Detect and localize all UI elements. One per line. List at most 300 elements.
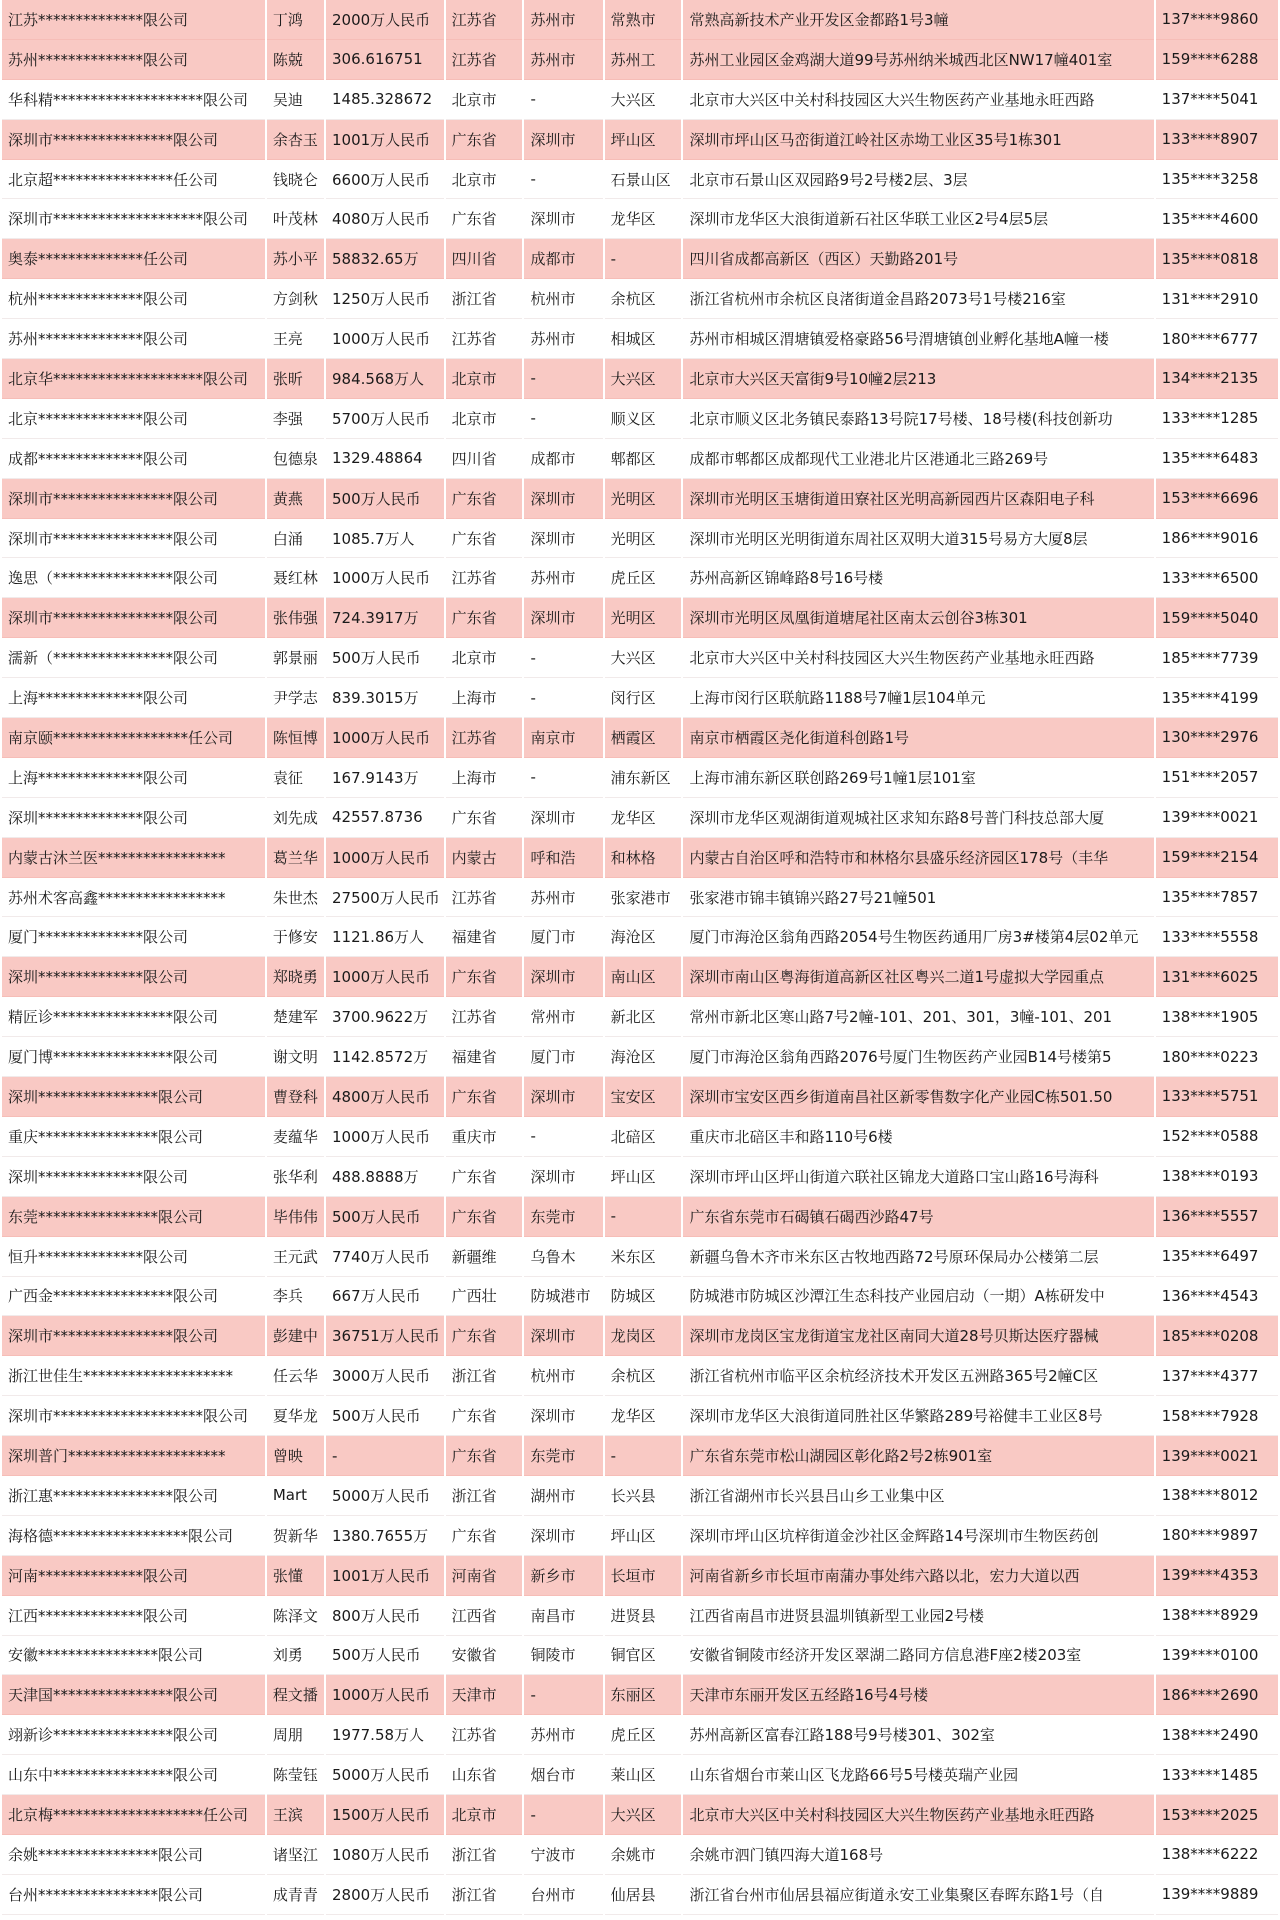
table-row (2, 1316, 1278, 1356)
province-cell: 江苏省 (445, 877, 524, 917)
phone-cell: 137****4377 (1155, 1356, 1278, 1396)
table-body (2, 0, 1278, 1914)
phone-cell: 134****2135 (1155, 359, 1278, 399)
address-cell: 深圳市坪山区马峦街道江岭社区赤坳工业区35号1栋301 (682, 119, 1154, 159)
registered-capital-cell: 4800万人民币 (325, 1077, 445, 1117)
address-cell: 上海市浦东新区联创路269号1幢1层101室 (682, 757, 1154, 797)
table-row (2, 638, 1278, 678)
phone-cell: 137****5041 (1155, 79, 1278, 119)
district-cell: 大兴区 (604, 359, 683, 399)
address-cell: 山东省烟台市莱山区飞龙路66号5号楼英瑞产业园 (682, 1755, 1154, 1795)
contact-person-cell: 王元武 (266, 1236, 325, 1276)
phone-cell: 139****9889 (1155, 1874, 1278, 1914)
district-cell: 浦东新区 (604, 757, 683, 797)
province-cell: 广东省 (445, 1515, 524, 1555)
contact-person-cell: 毕伟伟 (266, 1196, 325, 1236)
province-cell: 广东省 (445, 957, 524, 997)
district-cell: - (604, 1436, 683, 1476)
registered-capital-cell: 839.3015万 (325, 678, 445, 718)
province-cell: 广东省 (445, 199, 524, 239)
city-cell: 乌鲁木 (523, 1236, 603, 1276)
registered-capital-cell: 1000万人民币 (325, 718, 445, 758)
phone-cell: 138****1905 (1155, 997, 1278, 1037)
registered-capital-cell: 5000万人民币 (325, 1475, 445, 1515)
table-row (2, 1715, 1278, 1755)
company-name-cell: 精匠诊****************限公司 (2, 997, 266, 1037)
registered-capital-cell: 800万人民币 (325, 1595, 445, 1635)
address-cell: 广东省东莞市松山湖园区彰化路2号2栋901室 (682, 1436, 1154, 1476)
contact-person-cell: 张华利 (266, 1156, 325, 1196)
contact-person-cell: 李强 (266, 398, 325, 438)
contact-person-cell: 余杏玉 (266, 119, 325, 159)
table-row (2, 598, 1278, 638)
district-cell: 南山区 (604, 957, 683, 997)
table-row (2, 39, 1278, 79)
phone-cell: 159****5040 (1155, 598, 1278, 638)
phone-cell: 139****0021 (1155, 797, 1278, 837)
province-cell: 上海市 (445, 757, 524, 797)
province-cell: 浙江省 (445, 1356, 524, 1396)
district-cell: 张家港市 (604, 877, 683, 917)
address-cell: 浙江省台州市仙居县福应街道永安工业集聚区春晖东路1号（自 (682, 1874, 1154, 1914)
district-cell: 北碚区 (604, 1116, 683, 1156)
registered-capital-cell: 27500万人民币 (325, 877, 445, 917)
phone-cell: 138****2490 (1155, 1715, 1278, 1755)
contact-person-cell: 麦蕴华 (266, 1116, 325, 1156)
province-cell: 江苏省 (445, 718, 524, 758)
district-cell: 闵行区 (604, 678, 683, 718)
company-name-cell: 深圳****************限公司 (2, 1077, 266, 1117)
district-cell: 光明区 (604, 518, 683, 558)
city-cell: 深圳市 (523, 797, 603, 837)
district-cell: - (604, 239, 683, 279)
company-name-cell: 河南**************限公司 (2, 1555, 266, 1595)
table-row (2, 1874, 1278, 1914)
contact-person-cell: Mart (266, 1475, 325, 1515)
registered-capital-cell: 36751万人民币 (325, 1316, 445, 1356)
registered-capital-cell: 667万人民币 (325, 1276, 445, 1316)
province-cell: 广东省 (445, 119, 524, 159)
address-cell: 深圳市龙岗区宝龙街道宝龙社区南同大道28号贝斯达医疗器械 (682, 1316, 1154, 1356)
city-cell: 厦门市 (523, 917, 603, 957)
district-cell: 坪山区 (604, 1515, 683, 1555)
address-cell: 深圳市龙华区大浪街道新石社区华联工业区2号4层5层 (682, 199, 1154, 239)
contact-person-cell: 陈兢 (266, 39, 325, 79)
district-cell: 海沧区 (604, 1037, 683, 1077)
phone-cell: 137****9860 (1155, 0, 1278, 39)
phone-cell: 135****6483 (1155, 438, 1278, 478)
contact-person-cell: 周朋 (266, 1715, 325, 1755)
address-cell: 苏州工业园区金鸡湖大道99号苏州纳米城西北区NW17幢401室 (682, 39, 1154, 79)
contact-person-cell: 诸坚江 (266, 1834, 325, 1874)
province-cell: 江苏省 (445, 997, 524, 1037)
company-name-cell: 深圳市****************限公司 (2, 478, 266, 518)
table-row (2, 718, 1278, 758)
phone-cell: 130****2976 (1155, 718, 1278, 758)
registered-capital-cell: 500万人民币 (325, 478, 445, 518)
contact-person-cell: 钱晓仑 (266, 159, 325, 199)
registered-capital-cell: 984.568万人 (325, 359, 445, 399)
company-name-cell: 深圳**************限公司 (2, 957, 266, 997)
city-cell: 深圳市 (523, 1077, 603, 1117)
province-cell: 广东省 (445, 1316, 524, 1356)
province-cell: 广东省 (445, 1196, 524, 1236)
table-row (2, 797, 1278, 837)
contact-person-cell: 任云华 (266, 1356, 325, 1396)
address-cell: 安徽省铜陵市经济开发区翠湖二路同方信息港F座2楼203室 (682, 1635, 1154, 1675)
phone-cell: 133****1285 (1155, 398, 1278, 438)
registered-capital-cell: 2800万人民币 (325, 1874, 445, 1914)
city-cell: - (523, 757, 603, 797)
registered-capital-cell: 58832.65万 (325, 239, 445, 279)
phone-cell: 152****0588 (1155, 1116, 1278, 1156)
registered-capital-cell: 500万人民币 (325, 1396, 445, 1436)
address-cell: 广东省东莞市石碣镇石碣西沙路47号 (682, 1196, 1154, 1236)
company-name-cell: 深圳市********************限公司 (2, 199, 266, 239)
table-row (2, 79, 1278, 119)
table-row (2, 877, 1278, 917)
company-name-cell: 深圳市********************限公司 (2, 1396, 266, 1436)
phone-cell: 133****5558 (1155, 917, 1278, 957)
address-cell: 张家港市锦丰镇锦兴路27号21幢501 (682, 877, 1154, 917)
table-row (2, 119, 1278, 159)
company-name-cell: 深圳市****************限公司 (2, 518, 266, 558)
table-row (2, 239, 1278, 279)
city-cell: - (523, 1116, 603, 1156)
district-cell: 石景山区 (604, 159, 683, 199)
table-row (2, 1555, 1278, 1595)
district-cell: 龙岗区 (604, 1316, 683, 1356)
district-cell: 余姚市 (604, 1834, 683, 1874)
registered-capital-cell: 1001万人民币 (325, 1555, 445, 1595)
province-cell: 四川省 (445, 438, 524, 478)
company-name-cell: 深圳市****************限公司 (2, 598, 266, 638)
table-row (2, 359, 1278, 399)
phone-cell: 153****6696 (1155, 478, 1278, 518)
address-cell: 北京市顺义区北务镇民泰路13号院17号楼、18号楼(科技创新功 (682, 398, 1154, 438)
registered-capital-cell: 1085.7万人 (325, 518, 445, 558)
contact-person-cell: 王滨 (266, 1795, 325, 1835)
registered-capital-cell: 3000万人民币 (325, 1356, 445, 1396)
company-name-cell: 上海**************限公司 (2, 678, 266, 718)
district-cell: 米东区 (604, 1236, 683, 1276)
phone-cell: 136****5557 (1155, 1196, 1278, 1236)
province-cell: 浙江省 (445, 1475, 524, 1515)
province-cell: 江苏省 (445, 558, 524, 598)
registered-capital-cell: 488.8888万 (325, 1156, 445, 1196)
table-row (2, 279, 1278, 319)
company-name-cell: 苏州术客高鑫***************** (2, 877, 266, 917)
contact-person-cell: 方剑秋 (266, 279, 325, 319)
province-cell: 北京市 (445, 359, 524, 399)
registered-capital-cell: 1000万人民币 (325, 1116, 445, 1156)
table-row (2, 757, 1278, 797)
company-name-cell: 广西金****************限公司 (2, 1276, 266, 1316)
phone-cell: 135****4600 (1155, 199, 1278, 239)
phone-cell: 133****5751 (1155, 1077, 1278, 1117)
city-cell: 苏州市 (523, 877, 603, 917)
table-row (2, 1635, 1278, 1675)
registered-capital-cell: 500万人民币 (325, 1196, 445, 1236)
contact-person-cell: 丁鸿 (266, 0, 325, 39)
province-cell: 山东省 (445, 1755, 524, 1795)
city-cell: 深圳市 (523, 199, 603, 239)
district-cell: 海沧区 (604, 917, 683, 957)
province-cell: 江苏省 (445, 1715, 524, 1755)
province-cell: 四川省 (445, 239, 524, 279)
district-cell: 大兴区 (604, 1795, 683, 1835)
contact-person-cell: 楚建军 (266, 997, 325, 1037)
company-name-cell: 深圳**************限公司 (2, 1156, 266, 1196)
contact-person-cell: 刘先成 (266, 797, 325, 837)
address-cell: 深圳市光明区凤凰街道塘尾社区南太云创谷3栋301 (682, 598, 1154, 638)
contact-person-cell: 黄燕 (266, 478, 325, 518)
company-name-cell: 北京**************限公司 (2, 398, 266, 438)
table-row (2, 478, 1278, 518)
district-cell: 新北区 (604, 997, 683, 1037)
table-row (2, 1675, 1278, 1715)
registered-capital-cell: 167.9143万 (325, 757, 445, 797)
phone-cell: 158****7928 (1155, 1396, 1278, 1436)
table-row (2, 1037, 1278, 1077)
table-row (2, 957, 1278, 997)
table-row (2, 558, 1278, 598)
district-cell: 相城区 (604, 319, 683, 359)
province-cell: 福建省 (445, 917, 524, 957)
city-cell: 苏州市 (523, 558, 603, 598)
company-name-cell: 北京华********************限公司 (2, 359, 266, 399)
contact-person-cell: 曹登科 (266, 1077, 325, 1117)
company-name-cell: 苏州**************限公司 (2, 319, 266, 359)
address-cell: 常州市新北区寒山路7号2幢-101、201、301，3幢-101、201 (682, 997, 1154, 1037)
city-cell: 台州市 (523, 1874, 603, 1914)
phone-cell: 186****2690 (1155, 1675, 1278, 1715)
table-row (2, 1795, 1278, 1835)
address-cell: 厦门市海沧区翁角西路2054号生物医药通用厂房3#楼第4层02单元 (682, 917, 1154, 957)
phone-cell: 180****6777 (1155, 319, 1278, 359)
district-cell: 龙华区 (604, 797, 683, 837)
province-cell: 北京市 (445, 1795, 524, 1835)
table-row (2, 837, 1278, 877)
phone-cell: 185****7739 (1155, 638, 1278, 678)
address-cell: 重庆市北碚区丰和路110号6楼 (682, 1116, 1154, 1156)
table-row (2, 1436, 1278, 1476)
city-cell: 宁波市 (523, 1834, 603, 1874)
phone-cell: 135****3258 (1155, 159, 1278, 199)
address-cell: 苏州高新区富春江路188号9号楼301、302室 (682, 1715, 1154, 1755)
phone-cell: 133****6500 (1155, 558, 1278, 598)
contact-person-cell: 张懂 (266, 1555, 325, 1595)
contact-person-cell: 于修安 (266, 917, 325, 957)
table-row (2, 678, 1278, 718)
contact-person-cell: 刘勇 (266, 1635, 325, 1675)
registered-capital-cell: 4080万人民币 (325, 199, 445, 239)
table-row (2, 1475, 1278, 1515)
province-cell: 江苏省 (445, 319, 524, 359)
company-name-cell: 上海**************限公司 (2, 757, 266, 797)
address-cell: 北京市石景山区双园路9号2号楼2层、3层 (682, 159, 1154, 199)
company-name-cell: 余姚****************限公司 (2, 1834, 266, 1874)
phone-cell: 185****0208 (1155, 1316, 1278, 1356)
city-cell: 成都市 (523, 239, 603, 279)
district-cell: 虎丘区 (604, 1715, 683, 1755)
registered-capital-cell: 3700.9622万 (325, 997, 445, 1037)
table-row (2, 1156, 1278, 1196)
province-cell: 上海市 (445, 678, 524, 718)
company-name-cell: 奥泰**************任公司 (2, 239, 266, 279)
province-cell: 广西壮 (445, 1276, 524, 1316)
address-cell: 深圳市龙华区大浪街道同胜社区华繁路289号裕健丰工业区8号 (682, 1396, 1154, 1436)
phone-cell: 180****9897 (1155, 1515, 1278, 1555)
district-cell: 宝安区 (604, 1077, 683, 1117)
registered-capital-cell: 5700万人民币 (325, 398, 445, 438)
city-cell: - (523, 678, 603, 718)
company-name-cell: 深圳普门********************* (2, 1436, 266, 1476)
address-cell: 四川省成都高新区（西区）天勤路201号 (682, 239, 1154, 279)
phone-cell: 131****6025 (1155, 957, 1278, 997)
company-name-cell: 安徽****************限公司 (2, 1635, 266, 1675)
province-cell: 内蒙古 (445, 837, 524, 877)
district-cell: 龙华区 (604, 199, 683, 239)
company-name-cell: 翊新诊****************限公司 (2, 1715, 266, 1755)
company-name-cell: 东莞****************限公司 (2, 1196, 266, 1236)
district-cell: 大兴区 (604, 638, 683, 678)
city-cell: 新乡市 (523, 1555, 603, 1595)
company-name-cell: 内蒙古沐兰医***************** (2, 837, 266, 877)
table-row (2, 997, 1278, 1037)
city-cell: - (523, 398, 603, 438)
contact-person-cell: 葛兰华 (266, 837, 325, 877)
registered-capital-cell: 1380.7655万 (325, 1515, 445, 1555)
company-name-cell: 华科精********************限公司 (2, 79, 266, 119)
district-cell: 龙华区 (604, 1396, 683, 1436)
phone-cell: 135****6497 (1155, 1236, 1278, 1276)
city-cell: - (523, 359, 603, 399)
company-name-cell: 苏州**************限公司 (2, 39, 266, 79)
province-cell: 广东省 (445, 797, 524, 837)
table-row (2, 1276, 1278, 1316)
city-cell: 烟台市 (523, 1755, 603, 1795)
contact-person-cell: 郑晓勇 (266, 957, 325, 997)
registered-capital-cell: 1977.58万人 (325, 1715, 445, 1755)
contact-person-cell: 贺新华 (266, 1515, 325, 1555)
city-cell: 呼和浩 (523, 837, 603, 877)
city-cell: 深圳市 (523, 598, 603, 638)
province-cell: 浙江省 (445, 1874, 524, 1914)
district-cell: 常熟市 (604, 0, 683, 39)
city-cell: 苏州市 (523, 1715, 603, 1755)
city-cell: 深圳市 (523, 518, 603, 558)
registered-capital-cell: 724.3917万 (325, 598, 445, 638)
company-name-cell: 北京梅********************任公司 (2, 1795, 266, 1835)
registered-capital-cell: 1080万人民币 (325, 1834, 445, 1874)
city-cell: 铜陵市 (523, 1635, 603, 1675)
company-name-cell: 江西**************限公司 (2, 1595, 266, 1635)
company-name-cell: 江苏**************限公司 (2, 0, 266, 39)
province-cell: 北京市 (445, 159, 524, 199)
address-cell: 内蒙古自治区呼和浩特市和林格尔县盛乐经济园区178号（丰华 (682, 837, 1154, 877)
company-name-cell: 重庆****************限公司 (2, 1116, 266, 1156)
table-row (2, 1595, 1278, 1635)
phone-cell: 151****2057 (1155, 757, 1278, 797)
phone-cell: 139****4353 (1155, 1555, 1278, 1595)
province-cell: 浙江省 (445, 279, 524, 319)
phone-cell: 180****0223 (1155, 1037, 1278, 1077)
phone-cell: 139****0100 (1155, 1635, 1278, 1675)
registered-capital-cell: 500万人民币 (325, 638, 445, 678)
contact-person-cell: 陈恒博 (266, 718, 325, 758)
city-cell: 防城港市 (523, 1276, 603, 1316)
address-cell: 常熟高新技术产业开发区金都路1号3幢 (682, 0, 1154, 39)
city-cell: 厦门市 (523, 1037, 603, 1077)
registered-capital-cell: 1250万人民币 (325, 279, 445, 319)
address-cell: 河南省新乡市长垣市南蒲办事处纬六路以北，宏力大道以西 (682, 1555, 1154, 1595)
province-cell: 河南省 (445, 1555, 524, 1595)
province-cell: 江苏省 (445, 39, 524, 79)
city-cell: 南京市 (523, 718, 603, 758)
province-cell: 广东省 (445, 1396, 524, 1436)
address-cell: 浙江省杭州市临平区余杭经济技术开发区五洲路365号2幢C区 (682, 1356, 1154, 1396)
address-cell: 深圳市光明区光明街道东周社区双明大道315号易方大厦8层 (682, 518, 1154, 558)
table-row (2, 159, 1278, 199)
phone-cell: 159****2154 (1155, 837, 1278, 877)
registered-capital-cell: - (325, 1436, 445, 1476)
city-cell: 深圳市 (523, 478, 603, 518)
address-cell: 厦门市海沧区翁角西路2076号厦门生物医药产业园B14号楼第5 (682, 1037, 1154, 1077)
contact-person-cell: 成青青 (266, 1874, 325, 1914)
registered-capital-cell: 1000万人民币 (325, 558, 445, 598)
table-row (2, 1116, 1278, 1156)
address-cell: 天津市东丽开发区五经路16号4号楼 (682, 1675, 1154, 1715)
address-cell: 北京市大兴区中关村科技园区大兴生物医药产业基地永旺西路 (682, 79, 1154, 119)
province-cell: 广东省 (445, 1077, 524, 1117)
registered-capital-cell: 5000万人民币 (325, 1755, 445, 1795)
district-cell: 防城区 (604, 1276, 683, 1316)
contact-person-cell: 包德泉 (266, 438, 325, 478)
phone-cell: 136****4543 (1155, 1276, 1278, 1316)
contact-person-cell: 苏小平 (266, 239, 325, 279)
province-cell: 广东省 (445, 1436, 524, 1476)
contact-person-cell: 张昕 (266, 359, 325, 399)
contact-person-cell: 尹学志 (266, 678, 325, 718)
district-cell: 苏州工 (604, 39, 683, 79)
phone-cell: 135****7857 (1155, 877, 1278, 917)
contact-person-cell: 谢文明 (266, 1037, 325, 1077)
registered-capital-cell: 1000万人民币 (325, 319, 445, 359)
phone-cell: 138****0193 (1155, 1156, 1278, 1196)
company-name-cell: 山东中****************限公司 (2, 1755, 266, 1795)
district-cell: 进贤县 (604, 1595, 683, 1635)
address-cell: 浙江省湖州市长兴县吕山乡工业集中区 (682, 1475, 1154, 1515)
province-cell: 江西省 (445, 1595, 524, 1635)
table-row (2, 1834, 1278, 1874)
district-cell: 光明区 (604, 478, 683, 518)
company-name-cell: 台州****************限公司 (2, 1874, 266, 1914)
registered-capital-cell: 6600万人民币 (325, 159, 445, 199)
city-cell: 常州市 (523, 997, 603, 1037)
district-cell: 和林格 (604, 837, 683, 877)
company-name-cell: 厦门博****************限公司 (2, 1037, 266, 1077)
phone-cell: 131****2910 (1155, 279, 1278, 319)
registered-capital-cell: 7740万人民币 (325, 1236, 445, 1276)
city-cell: - (523, 1675, 603, 1715)
table-row (2, 1515, 1278, 1555)
address-cell: 防城港市防城区沙潭江生态科技产业园启动（一期）A栋研发中 (682, 1276, 1154, 1316)
registered-capital-cell: 2000万人民币 (325, 0, 445, 39)
company-name-cell: 濡新（****************限公司 (2, 638, 266, 678)
city-cell: 深圳市 (523, 1396, 603, 1436)
district-cell: 光明区 (604, 598, 683, 638)
